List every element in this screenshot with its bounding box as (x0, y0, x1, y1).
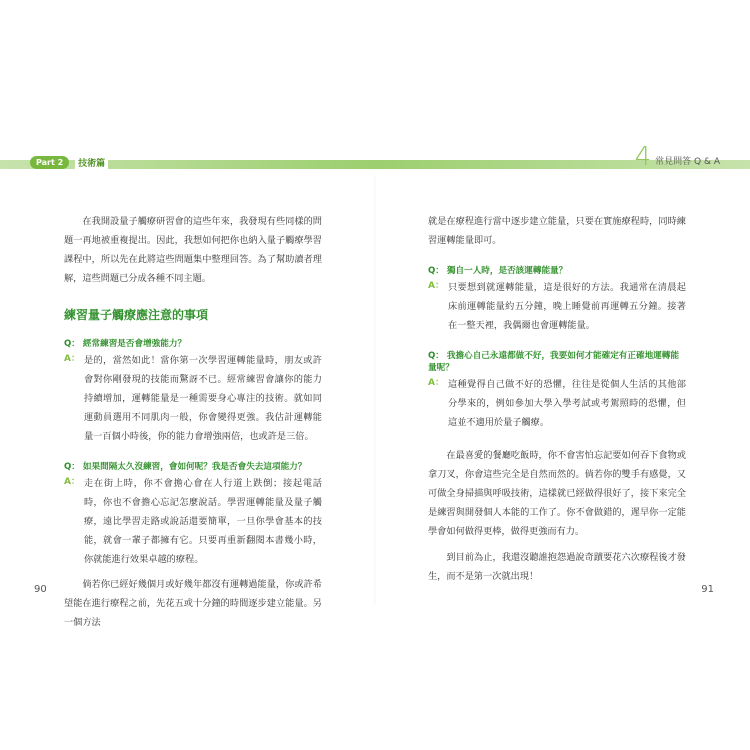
answer-text: 這種覺得自己做不好的恐懼，往往是從個人生活的其他部分學來的，例如參加大學入學考試或考駕照時的恐懼，但這並不適用於量子觸療。 (447, 379, 686, 428)
question-2 (64, 460, 322, 472)
a-mark: A： (64, 354, 80, 364)
a-mark: A： (428, 378, 444, 388)
q-mark: Q： (64, 462, 80, 472)
body-paragraph-1: 在最喜愛的餐廳吃飯時，你不會害怕忘記要如何吞下食物或拿刀叉，你會這些完全是自然而然的。倘若你的雙手有感覺，又可做全身掃描與呼吸技術，這樣就已經做得很好了，接下來完全是練習與開發個人本能的工作了。你不會做錯的，遲早你一定能學會如何做得更棒，做得更強而有力。 (428, 450, 686, 537)
q-mark: Q： (428, 266, 444, 276)
question-text: 獨自一人時，是否該運轉能量？ (446, 266, 568, 276)
body-paragraph-2: 到目前為止，我還沒聽誰抱怨過說奇蹟要花六次療程後才發生，而不是第一次就出現！ (428, 552, 686, 582)
question-text: 如果間隔太久沒練習，會如何呢？我是否會失去這項能力？ (82, 462, 307, 472)
left-page-column (64, 212, 322, 639)
answer-4 (428, 375, 686, 432)
a-mark: A： (64, 477, 80, 487)
tail-paragraph: 倘若你已經好幾個月或好幾年都沒有運轉過能量，你或許希望能在進行療程之前，先花五或十分鐘的時間逐步建立能量。另一個方法 (64, 579, 322, 628)
answer-1 (64, 351, 322, 446)
page-number-left: 90 (34, 584, 47, 595)
q-mark: Q： (428, 351, 444, 361)
page-number-right: 91 (701, 584, 714, 595)
continued-paragraph: 就是在療程進行當中逐步建立能量，只要在實施療程時，同時練習運轉能量即可。 (428, 216, 686, 246)
right-page-column (428, 212, 686, 593)
part-header (30, 155, 108, 169)
answer-text: 是的，當然如此！當你第一次學習運轉能量時，朋友或許會對你剛發現的技能而驚訝不已。經常練習會讓你的能力持續增加，運轉能量是一種需要身心專注的技術。就如同運動員選用不同肌肉一般，你會變得更強。我估計運轉能量一百個小時後，你的能力會增強兩倍，也或許是三倍。 (83, 355, 322, 442)
book-gutter (374, 175, 376, 605)
section-title: 練習量子觸療應注意的事項 (64, 308, 209, 322)
chapter-number: 4 (634, 142, 652, 172)
part-badge: Part 2 (30, 156, 69, 169)
a-mark: A： (428, 281, 444, 291)
question-text: 經常練習是否會增強能力？ (82, 339, 187, 349)
chapter-header (634, 142, 720, 172)
answer-3 (428, 278, 686, 335)
intro-paragraph: 在我開設量子觸療研習會的這些年來，我發現有些同樣的問題一再地被重複提出。因此，我想如何把你也納入量子觸療學習課程中，所以先在此將這些問題集中整理回答。為了幫助讀者理解，這些問題已分成各種不同主題。 (64, 216, 322, 284)
question-text: 我擔心自己永遠都做不好，我要如何才能確定有正確地運轉能量呢？ (428, 351, 679, 373)
question-4 (428, 349, 686, 373)
answer-text: 只要想到就運轉能量，這是很好的方法。我通常在清晨起床前運轉能量約五分鐘，晚上睡覺前再運轉五分鐘。接著在一整天裡，我偶爾也會運轉能量。 (447, 282, 686, 331)
answer-2 (64, 474, 322, 569)
part-label: 技術篇 (75, 156, 108, 169)
answer-text: 走在街上時，你不會擔心會在人行道上跌倒；接起電話時，你也不會擔心忘記怎麼說話。學習運轉能量及量子觸療，遠比學習走路或說話還要簡單，一旦你學會基本的技能，就會一輩子都擁有它。只要再重新翻閱本書幾小時，你就能進行效果卓越的療程。 (83, 478, 322, 565)
question-1 (64, 337, 322, 349)
chapter-title: 常見問答 Q & A (655, 157, 720, 167)
question-3 (428, 264, 686, 276)
q-mark: Q： (64, 339, 80, 349)
